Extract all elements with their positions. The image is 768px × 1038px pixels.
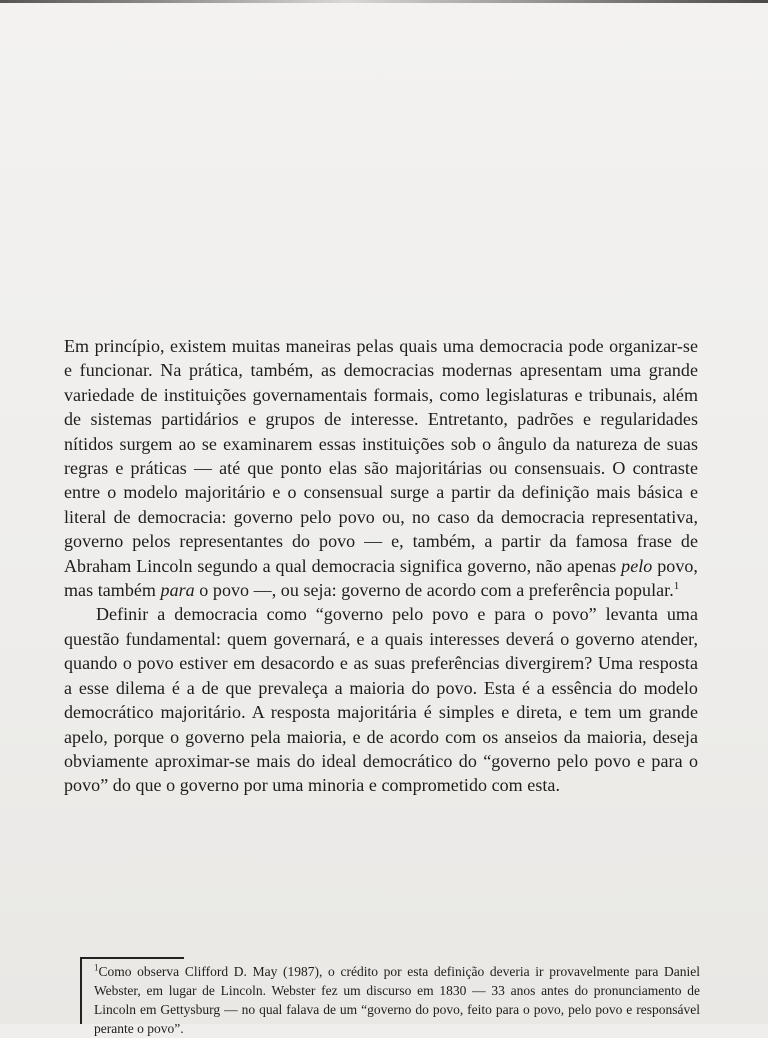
footnote-marker: 1 <box>94 962 99 973</box>
footnote-bracket <box>80 957 82 1024</box>
emphasis-para: para <box>160 580 195 601</box>
paragraph-2: Definir a democracia como “governo pelo povo e para o povo” levanta uma questão fundamental: quem governará, e a quais interesses deverá o governo atender, quando o povo estiver em desacordo e as suas preferências divergirem? Uma resposta a esse dilema é a de que prevaleça a maioria do povo. Esta é a essência do modelo democrático majoritário. A resposta majoritária é simples e direta, e tem um grande apelo, porque o governo pela maioria, e de acordo com os anseios da maioria, deseja obviamente aproximar-se mais do ideal democrático do “governo pelo povo e para o povo” do que o governo por uma minoria e comprometido com esta. <box>64 604 698 796</box>
footnote <box>94 962 700 1036</box>
footnote-text: Como observa Clifford D. May (1987), o crédito por esta definição deveria ir provavelmente para Daniel Webster, em lugar de Lincoln. Webster fez um discurso em 1830 — 33 anos antes do pronunciamento de Lincoln em Gettysburg — no qual falava de um “governo do povo, feito para o povo, pelo povo e responsável perante o povo”. <box>94 964 700 1036</box>
page-top-edge <box>0 0 768 3</box>
footnote-reference: 1 <box>673 580 680 593</box>
body-text <box>64 334 698 798</box>
paragraph-1 <box>64 334 698 602</box>
emphasis-pelo: pelo <box>621 555 653 576</box>
paragraph-1-part-3: o povo —, ou seja: governo de acordo com a preferência popular. <box>194 580 674 601</box>
paragraph-1-part-1: Em princípio, existem muitas maneiras pelas quais uma democracia pode organizar-se e funcionar. Na prática, também, as democracias modernas apresentam uma grande variedade de instituições governamentais formais, como legislaturas e tribunais, além de sistemas partidários e grupos de interesse. Entretanto, padrões e regularidades nítidos surgem ao se examinarem essas instituições sob o ângulo da natureza de suas regras e práticas — até que ponto elas são majoritárias ou consensuais. O contraste entre o modelo majoritário e o consensual surge a partir da definição mais básica e literal de democracia: governo pelo povo ou, no caso da democracia representativa, governo pelos representantes do povo — e, também, a partir da famosa frase de Abraham Lincoln segundo a qual democracia significa governo, não apenas <box>64 336 698 576</box>
paragraph-1-part-2: povo, mas também <box>64 555 698 601</box>
footnote-rule <box>80 957 184 959</box>
